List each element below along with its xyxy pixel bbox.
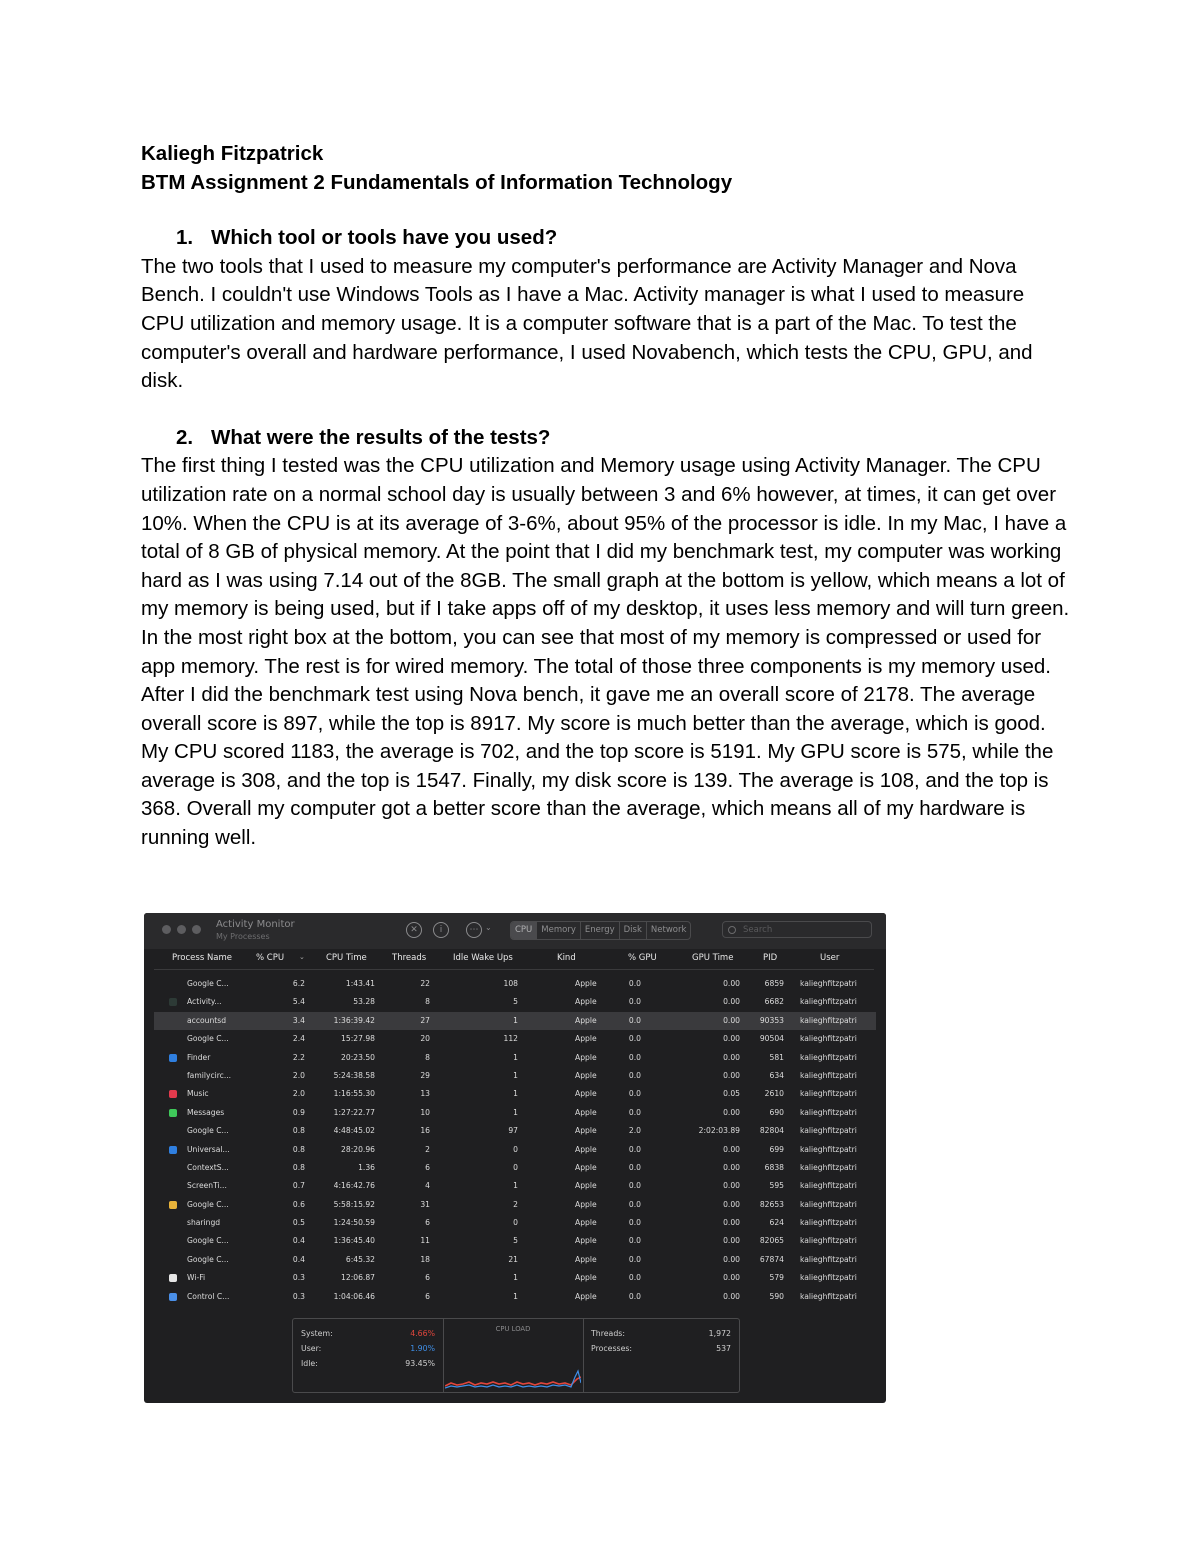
cell-user: kalieghfitzpatri <box>800 979 857 988</box>
cell-kind: Apple <box>575 1052 597 1062</box>
cell-gpu: 0.0 <box>628 1107 641 1117</box>
column-cpu-percent[interactable]: % CPU <box>256 953 285 963</box>
cell-user: kalieghfitzpatri <box>800 1162 857 1172</box>
cell-cpu: 0.4 <box>292 1236 305 1246</box>
table-row[interactable] <box>144 993 886 1011</box>
cell-name: Universal... <box>187 1144 230 1154</box>
column-kind[interactable]: Kind <box>557 953 576 963</box>
cell-cpu: 0.3 <box>292 1291 305 1301</box>
cpu-summary-panel <box>292 1318 740 1393</box>
cell-kind: Apple <box>575 979 597 988</box>
cell-idle: 1 <box>513 1107 518 1117</box>
cell-threads: 29 <box>420 1070 430 1080</box>
cell-cpu: 0.4 <box>292 1254 305 1264</box>
answer-2-paragraph-2: After I did the benchmark test using Nova bench, it gave me an overall score of 2178. The average overall score is 897, while the top is 8917. My score is much better than the average, which is good. My CPU scored 1183, the average is 702, and the top score is 5191. My GPU score is 575, while the average is 308, and the top is 1547. Finally, my disk score is 139. The average is 108, and the top is 368. Overall my computer got a better score than the average, which means all of my hardware is running well. <box>141 683 1054 850</box>
cell-name: Activity... <box>187 997 222 1007</box>
cell-idle: 1 <box>513 1181 518 1191</box>
system-value: 4.66% <box>410 1329 435 1338</box>
cell-gpu-time: 0.00 <box>723 1144 740 1154</box>
cell-user: kalieghfitzpatri <box>800 1254 857 1264</box>
cell-gpu: 0.0 <box>628 979 641 988</box>
chrome-icon <box>169 1201 177 1209</box>
table-row[interactable] <box>154 1012 876 1030</box>
column-threads[interactable]: Threads <box>392 953 427 963</box>
cell-name: Google C... <box>187 1236 229 1246</box>
cell-cpu-time: 4:48:45.02 <box>333 1126 375 1136</box>
cell-threads: 6 <box>425 1291 430 1301</box>
cell-threads: 27 <box>420 1015 430 1025</box>
cell-kind: Apple <box>575 1034 597 1044</box>
cell-cpu: 0.8 <box>292 1144 305 1154</box>
cell-name: Google C... <box>187 1254 229 1264</box>
tab-network[interactable]: Network <box>650 925 687 935</box>
cell-name: Finder <box>187 1052 211 1062</box>
cell-gpu: 0.0 <box>628 1162 641 1172</box>
table-row[interactable] <box>144 1159 886 1177</box>
table-row[interactable] <box>144 1030 886 1048</box>
activity-monitor-screenshot <box>144 913 886 1403</box>
cell-cpu: 0.7 <box>292 1181 305 1191</box>
table-row[interactable] <box>144 1049 886 1067</box>
cell-gpu-time: 0.00 <box>723 979 740 988</box>
cell-idle: 1 <box>513 1052 518 1062</box>
sort-chevron-icon: ⌄ <box>299 953 305 961</box>
cell-kind: Apple <box>575 1015 597 1025</box>
cell-idle: 0 <box>513 1218 518 1228</box>
cell-gpu: 0.0 <box>628 1199 641 1209</box>
cell-gpu-time: 0.00 <box>723 1015 740 1025</box>
cell-cpu: 5.4 <box>292 997 305 1007</box>
tab-disk[interactable]: Disk <box>620 922 647 939</box>
cell-kind: Apple <box>575 1254 597 1264</box>
cell-name: ScreenTi... <box>187 1181 227 1191</box>
processes-label: Processes: <box>591 1344 633 1353</box>
cell-user: kalieghfitzpatri <box>800 1107 857 1117</box>
cell-cpu: 2.4 <box>292 1034 305 1044</box>
cell-cpu-time: 4:16:42.76 <box>333 1181 375 1191</box>
cell-gpu: 0.0 <box>628 1089 641 1099</box>
cell-threads: 11 <box>420 1236 430 1246</box>
cell-threads: 22 <box>420 979 430 988</box>
cell-gpu: 0.0 <box>628 997 641 1007</box>
cell-kind: Apple <box>575 1236 597 1246</box>
search-input[interactable]: Search <box>722 921 872 938</box>
universal-control-icon <box>169 1146 177 1154</box>
user-label: User: <box>301 1344 322 1353</box>
cell-gpu-time: 0.00 <box>723 1218 740 1228</box>
cell-gpu: 2.0 <box>628 1126 641 1136</box>
cell-gpu-time: 0.00 <box>723 1107 740 1117</box>
cell-name: ContextS... <box>187 1162 229 1172</box>
cell-name: Music <box>187 1089 209 1099</box>
cell-user: kalieghfitzpatri <box>800 1181 857 1191</box>
cell-pid: 90504 <box>759 1034 784 1044</box>
cell-idle: 108 <box>503 979 518 988</box>
cell-gpu-time: 0.00 <box>723 1052 740 1062</box>
tab-bar <box>510 921 691 940</box>
cell-cpu: 2.0 <box>292 1089 305 1099</box>
cell-user: kalieghfitzpatri <box>800 1144 857 1154</box>
column-pid[interactable]: PID <box>763 953 778 963</box>
table-row[interactable] <box>144 1196 886 1214</box>
table-row[interactable] <box>144 1232 886 1250</box>
cell-user: kalieghfitzpatri <box>800 1089 857 1099</box>
cell-pid: 595 <box>769 1181 784 1191</box>
cell-cpu-time: 1:04:06.46 <box>333 1291 375 1301</box>
cell-user: kalieghfitzpatri <box>800 1291 857 1301</box>
cell-threads: 18 <box>420 1254 430 1264</box>
cell-idle: 5 <box>513 1236 518 1246</box>
zoom-window-button[interactable] <box>192 925 201 934</box>
cell-gpu: 0.0 <box>628 1034 641 1044</box>
cell-pid: 634 <box>769 1070 784 1080</box>
cell-idle: 5 <box>513 997 518 1007</box>
control-center-icon <box>169 1293 177 1301</box>
tab-cpu[interactable]: CPU <box>511 922 537 939</box>
window-subtitle: My Processes <box>216 932 270 941</box>
cell-gpu-time: 2:02:03.89 <box>698 1126 740 1136</box>
cell-pid: 624 <box>769 1218 784 1228</box>
table-row[interactable] <box>144 1269 886 1287</box>
cell-cpu-time: 1:36:45.40 <box>333 1236 375 1246</box>
cell-kind: Apple <box>575 1273 597 1283</box>
cell-gpu: 0.0 <box>628 1218 641 1228</box>
cell-name: Google C... <box>187 1126 229 1136</box>
cell-cpu-time: 15:27.98 <box>341 1034 375 1044</box>
cell-gpu-time: 0.00 <box>723 997 740 1007</box>
cell-kind: Apple <box>575 1107 597 1117</box>
cell-user: kalieghfitzpatri <box>800 1015 857 1025</box>
cell-pid: 6859 <box>764 979 784 988</box>
table-row[interactable] <box>144 1177 886 1195</box>
cell-threads: 8 <box>425 1052 430 1062</box>
cell-cpu-time: 1.36 <box>358 1162 375 1172</box>
cell-pid: 6682 <box>764 997 784 1007</box>
table-row[interactable] <box>144 975 886 993</box>
cell-cpu: 0.8 <box>292 1162 305 1172</box>
cell-idle: 1 <box>513 1015 518 1025</box>
cell-idle: 1 <box>513 1070 518 1080</box>
cell-threads: 2 <box>425 1144 430 1154</box>
cell-cpu-time: 1:43.41 <box>345 979 375 988</box>
cell-idle: 1 <box>513 1291 518 1301</box>
cell-name: Google C... <box>187 1199 229 1209</box>
cpu-usage-box <box>293 1319 444 1392</box>
close-window-button[interactable] <box>162 925 171 934</box>
finder-icon <box>169 1054 177 1062</box>
cell-user: kalieghfitzpatri <box>800 1218 857 1228</box>
cpu-load-title: CPU LOAD <box>495 1325 531 1333</box>
cell-cpu-time: 1:36:39.42 <box>333 1015 375 1025</box>
cell-threads: 4 <box>425 1181 430 1191</box>
question-2-number: 2. <box>176 425 194 449</box>
cell-pid: 579 <box>769 1273 784 1283</box>
cell-cpu-time: 12:06.87 <box>341 1273 375 1283</box>
cpu-load-box <box>443 1319 584 1392</box>
cell-pid: 590 <box>769 1291 784 1301</box>
cell-gpu: 0.0 <box>628 1015 641 1025</box>
cell-kind: Apple <box>575 1218 597 1228</box>
more-options-icon[interactable]: ⋯ <box>466 922 482 938</box>
cell-cpu-time: 1:27:22.77 <box>333 1107 375 1117</box>
cell-cpu-time: 53.28 <box>353 997 375 1007</box>
processes-value: 537 <box>716 1344 731 1353</box>
cell-gpu-time: 0.05 <box>723 1089 740 1099</box>
document-body <box>141 140 1071 853</box>
cell-gpu-time: 0.00 <box>723 1236 740 1246</box>
cell-kind: Apple <box>575 1126 597 1136</box>
cell-gpu-time: 0.00 <box>723 1273 740 1283</box>
search-icon <box>728 926 736 934</box>
cell-pid: 690 <box>769 1107 784 1117</box>
minimize-window-button[interactable] <box>177 925 186 934</box>
cell-name: Google C... <box>187 979 229 988</box>
cell-user: kalieghfitzpatri <box>800 997 857 1007</box>
threads-value: 1,972 <box>708 1329 731 1338</box>
column-cpu-time[interactable]: CPU Time <box>326 953 367 963</box>
chevron-down-icon[interactable]: ⌄ <box>485 923 492 932</box>
table-row[interactable] <box>144 1214 886 1232</box>
cell-kind: Apple <box>575 1291 597 1301</box>
cell-pid: 82804 <box>759 1126 784 1136</box>
cell-pid: 82653 <box>759 1199 784 1209</box>
cell-user: kalieghfitzpatri <box>800 1034 857 1044</box>
cell-user: kalieghfitzpatri <box>800 1070 857 1080</box>
cell-kind: Apple <box>575 1144 597 1154</box>
cell-gpu-time: 0.00 <box>723 1291 740 1301</box>
cell-name: sharingd <box>187 1218 221 1228</box>
cell-name: familycirc... <box>187 1070 232 1080</box>
info-icon[interactable]: i <box>433 922 449 938</box>
cell-cpu: 0.6 <box>292 1199 305 1209</box>
cell-threads: 13 <box>420 1089 430 1099</box>
cell-user: kalieghfitzpatri <box>800 1236 857 1246</box>
cell-idle: 21 <box>508 1254 518 1264</box>
cell-kind: Apple <box>575 997 597 1007</box>
table-row[interactable] <box>144 1288 886 1306</box>
cell-gpu: 0.0 <box>628 1273 641 1283</box>
cell-threads: 6 <box>425 1218 430 1228</box>
idle-label: Idle: <box>301 1359 318 1368</box>
cell-idle: 0 <box>513 1162 518 1172</box>
cell-user: kalieghfitzpatri <box>800 1273 857 1283</box>
cell-gpu: 0.0 <box>628 1070 641 1080</box>
cell-cpu-time: 5:24:38.58 <box>333 1070 375 1080</box>
window-title: Activity Monitor <box>216 919 295 930</box>
table-row[interactable] <box>144 1122 886 1140</box>
cell-kind: Apple <box>575 1181 597 1191</box>
cpu-load-user-line <box>445 1371 581 1388</box>
cell-cpu: 0.5 <box>292 1218 305 1228</box>
cell-threads: 10 <box>420 1107 430 1117</box>
activity-monitor-icon <box>169 998 177 1006</box>
cell-user: kalieghfitzpatri <box>800 1126 857 1136</box>
music-icon <box>169 1090 177 1098</box>
cell-name: Control C... <box>187 1291 230 1301</box>
threads-box <box>583 1319 739 1392</box>
cell-gpu: 0.0 <box>628 1052 641 1062</box>
cell-kind: Apple <box>575 1162 597 1172</box>
cell-gpu-time: 0.00 <box>723 1181 740 1191</box>
column-gpu-percent[interactable]: % GPU <box>628 953 657 963</box>
table-row[interactable] <box>144 1141 886 1159</box>
cell-idle: 112 <box>503 1034 518 1044</box>
cell-name: accountsd <box>187 1015 227 1025</box>
answer-2-paragraph-1: The first thing I tested was the CPU utilization and Memory usage using Activity Manager. The CPU utilization rate on a normal school day is usually between 3 and 6% however, at times, it can get over 10%. When the CPU is at its average of 3-6%, about 95% of the processor is idle. In my Mac, I have a total of 8 GB of physical memory. At the point that I did my benchmark test, my computer was working hard as I was using 7.14 out of the 8GB. The small graph at the bottom is yellow, which means a lot of my memory is being used, but if I take apps off of my desktop, it uses less memory and will turn green. In the most right box at the bottom, you can see that most of my memory is compressed or used for app memory. The rest is for wired memory. The total of those three components is my memory used. <box>141 454 1070 678</box>
table-row[interactable] <box>144 1085 886 1103</box>
table-header <box>144 953 886 968</box>
cell-kind: Apple <box>575 1089 597 1099</box>
cell-threads: 31 <box>420 1199 430 1209</box>
cell-gpu-time: 0.00 <box>723 1070 740 1080</box>
column-process-name[interactable]: Process Name <box>172 953 233 963</box>
process-table <box>144 975 886 1306</box>
question-2 <box>141 424 1071 453</box>
assignment-title: BTM Assignment 2 Fundamentals of Information Technology <box>141 170 733 194</box>
cell-gpu-time: 0.00 <box>723 1254 740 1264</box>
cell-pid: 90353 <box>759 1015 784 1025</box>
cell-threads: 6 <box>425 1273 430 1283</box>
cpu-load-system-line <box>445 1377 581 1386</box>
cell-cpu: 2.2 <box>292 1052 305 1062</box>
stop-process-icon[interactable]: ✕ <box>406 922 422 938</box>
cpu-load-graph <box>445 1343 581 1389</box>
cell-idle: 1 <box>513 1089 518 1099</box>
question-2-text: What were the results of the tests? <box>211 425 551 449</box>
cell-cpu: 2.0 <box>292 1070 305 1080</box>
cell-user: kalieghfitzpatri <box>800 1199 857 1209</box>
cell-pid: 6838 <box>764 1162 784 1172</box>
cell-cpu: 3.4 <box>292 1015 305 1025</box>
cell-threads: 16 <box>420 1126 430 1136</box>
cell-pid: 82065 <box>759 1236 784 1246</box>
cell-cpu-time: 1:24:50.59 <box>333 1218 375 1228</box>
cell-kind: Apple <box>575 1070 597 1080</box>
column-user[interactable]: User <box>820 953 840 963</box>
cell-name: Wi-Fi <box>187 1273 206 1283</box>
question-1-text: Which tool or tools have you used? <box>211 226 558 250</box>
column-gpu-time[interactable]: GPU Time <box>692 953 734 963</box>
cell-pid: 67874 <box>759 1254 784 1264</box>
cell-idle: 1 <box>513 1273 518 1283</box>
cell-idle: 97 <box>508 1126 518 1136</box>
cell-cpu-time: 20:23.50 <box>341 1052 375 1062</box>
column-idle-wake-ups[interactable]: Idle Wake Ups <box>453 953 513 963</box>
cell-threads: 8 <box>425 997 430 1007</box>
cell-cpu-time: 1:16:55.30 <box>333 1089 375 1099</box>
cell-cpu: 0.9 <box>292 1107 305 1117</box>
user-value: 1.90% <box>410 1344 435 1353</box>
cell-name: Messages <box>187 1107 225 1117</box>
threads-label: Threads: <box>591 1329 625 1338</box>
cell-cpu-time: 28:20.96 <box>341 1144 375 1154</box>
author-name: Kaliegh Fitzpatrick <box>141 142 324 165</box>
answer-1: The two tools that I used to measure my computer's performance are Activity Manager and Nova Bench. I couldn't use Windows Tools as I have a Mac. Activity manager is what I used to measure CPU utilization and memory usage. It is a computer software that is a part of the Mac. To test the computer's overall and hardware performance, I used Novabench, which tests the CPU, GPU, and disk. <box>141 254 1033 393</box>
cell-idle: 0 <box>513 1144 518 1154</box>
cell-gpu-time: 0.00 <box>723 1162 740 1172</box>
cell-gpu: 0.0 <box>628 1144 641 1154</box>
table-row[interactable] <box>144 1067 886 1085</box>
messages-icon <box>169 1109 177 1117</box>
cell-idle: 2 <box>513 1199 518 1209</box>
system-label: System: <box>301 1329 333 1338</box>
cell-gpu: 0.0 <box>628 1291 641 1301</box>
cell-cpu-time: 6:45.32 <box>345 1254 375 1264</box>
question-1-number: 1. <box>176 226 194 250</box>
tab-memory[interactable]: Memory <box>537 922 581 939</box>
cell-name: Google C... <box>187 1034 229 1044</box>
cell-gpu: 0.0 <box>628 1181 641 1191</box>
cell-pid: 699 <box>769 1144 784 1154</box>
cell-gpu-time: 0.00 <box>723 1034 740 1044</box>
cell-gpu: 0.0 <box>628 1254 641 1264</box>
wifi-icon <box>169 1274 177 1282</box>
cell-gpu: 0.0 <box>628 1236 641 1246</box>
cell-threads: 20 <box>420 1034 430 1044</box>
tab-energy[interactable]: Energy <box>581 922 620 939</box>
cell-kind: Apple <box>575 1199 597 1209</box>
question-1 <box>141 224 1071 253</box>
cell-gpu-time: 0.00 <box>723 1199 740 1209</box>
cell-pid: 2610 <box>764 1089 784 1099</box>
cell-cpu-time: 5:58:15.92 <box>333 1199 375 1209</box>
idle-value: 93.45% <box>405 1359 435 1368</box>
table-row[interactable] <box>144 1104 886 1122</box>
cell-user: kalieghfitzpatri <box>800 1052 857 1062</box>
table-row[interactable] <box>144 1251 886 1269</box>
cell-pid: 581 <box>769 1052 784 1062</box>
title-bar <box>144 913 886 949</box>
cell-cpu: 0.8 <box>292 1126 305 1136</box>
cell-cpu: 6.2 <box>292 979 305 988</box>
cell-cpu: 0.3 <box>292 1273 305 1283</box>
cell-threads: 6 <box>425 1162 430 1172</box>
